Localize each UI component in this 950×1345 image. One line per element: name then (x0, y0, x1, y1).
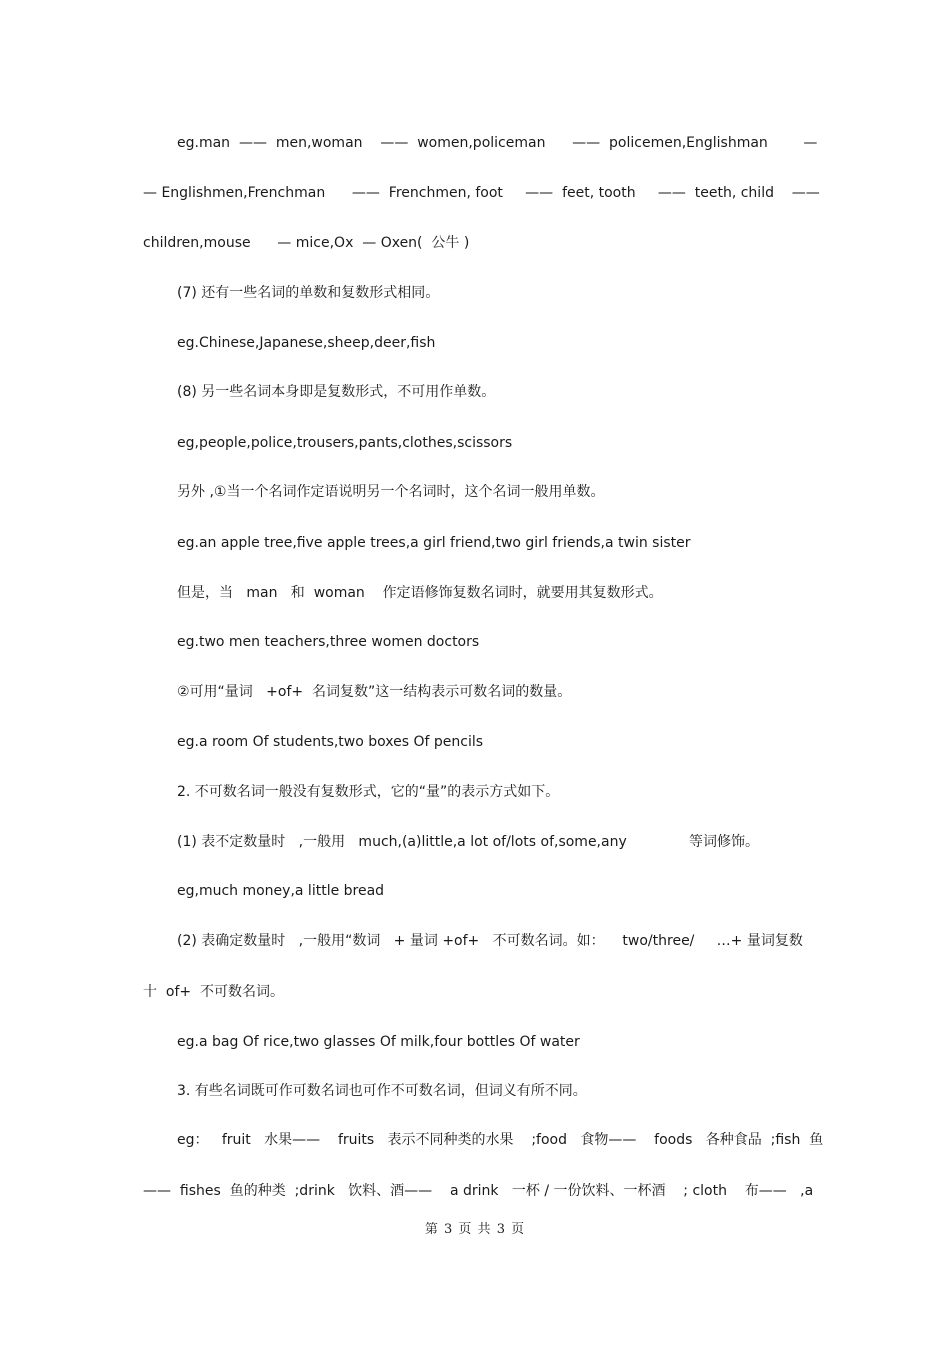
text-line: eg.a room Of students,two boxes Of pencils (177, 734, 484, 750)
text-line: 十 of+ 不可数名词。 (143, 984, 285, 1000)
text-line: (8) 另一些名词本身即是复数形式，不可用作单数。 (177, 384, 496, 400)
text-line: children,mouse — mice,Ox — Oxen( 公牛 ) (143, 235, 470, 251)
text-line: eg,people,police,trousers,pants,clothes,scissors (177, 435, 513, 451)
text-line: 3. 有些名词既可作可数名词也可作不可数名词，但词义有所不同。 (177, 1083, 587, 1099)
text-line: eg： fruit 水果—— fruits 表示不同种类的水果 ;food 食物—— foods 各种食品 ;fish 鱼 (177, 1132, 824, 1148)
text-line: —— fishes 鱼的种类 ;drink 饮料、酒—— a drink 一杯 / 一份饮料、一杯酒 ; cloth 布—— ,a (143, 1183, 814, 1199)
text-line: (1) 表不定数量时 ,一般用 much,(a)little,a lot of/lots of,some,any 等词修饰。 (177, 834, 760, 850)
text-line: eg.two men teachers,three women doctors (177, 634, 480, 650)
text-line: (7) 还有一些名词的单数和复数形式相同。 (177, 285, 440, 301)
text-line: eg.an apple tree,five apple trees,a girl friend,two girl friends,a twin sister (177, 535, 691, 551)
text-line: eg.a bag Of rice,two glasses Of milk,four bottles Of water (177, 1034, 580, 1050)
text-line: — Englishmen,Frenchman —— Frenchmen, foot —— feet, tooth —— teeth, child —— (143, 185, 820, 201)
text-line: 2. 不可数名词一般没有复数形式，它的“量”的表示方式如下。 (177, 784, 560, 800)
page-footer: 第 3 页 共 3 页 (424, 1222, 526, 1237)
text-line: ②可用“量词 +of+ 名词复数”这一结构表示可数名词的数量。 (177, 684, 572, 700)
text-line: (2) 表确定数量时 ,一般用“数词 + 量词 +of+ 不可数名词。如： two/three/ …+ 量词复数 (177, 933, 803, 949)
text-line: eg.man —— men,woman —— women,policeman —— policemen,Englishman — (177, 135, 818, 151)
text-line: 另外 ,①当一个名词作定语说明另一个名词时，这个名词一般用单数。 (177, 484, 605, 500)
text-line: eg,much money,a little bread (177, 883, 385, 899)
text-line: eg.Chinese,Japanese,sheep,deer,fish (177, 335, 436, 351)
text-line: 但是，当 man 和 woman 作定语修饰复数名词时，就要用其复数形式。 (177, 585, 663, 601)
